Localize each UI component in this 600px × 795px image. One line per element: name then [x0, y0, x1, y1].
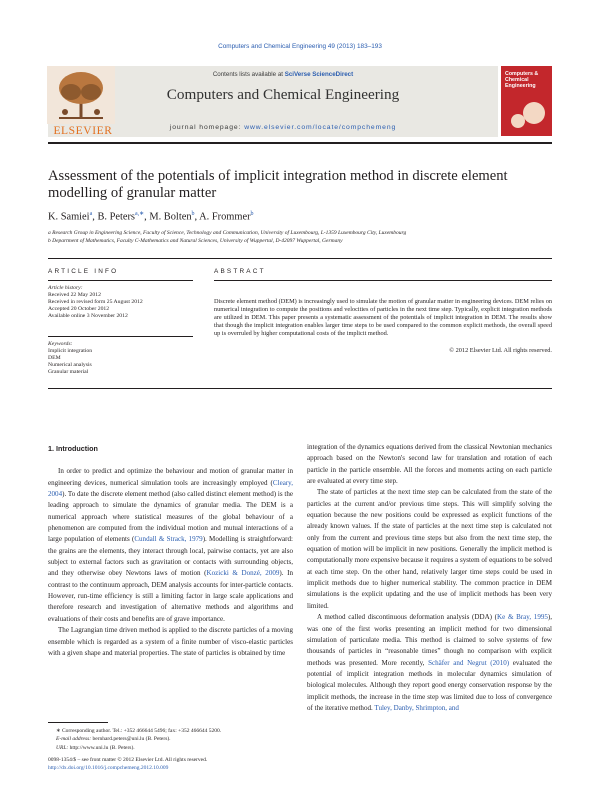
email-note: E-mail address: bernhard.peters@uni.lu (B. Peters).: [56, 736, 171, 743]
journal-cover-thumbnail[interactable]: [501, 66, 552, 136]
body-paragraph: integration of the dynamics equations derived from the classical Newtonian mechanics approach based on the Newton's second law for translation and rotation of each particle in the particle ensemble. All the forces and moments acting on each particle are evaluated at every time step.: [307, 443, 552, 486]
keywords-label: Keywords:: [48, 341, 73, 347]
email-link[interactable]: bernhard.peters@uni.lu: [92, 736, 145, 743]
author-affil-mark[interactable]: b: [191, 211, 195, 217]
abstract-text: Discrete element method (DEM) is increasingly used to simulate the motion of granular matter in engineering devices. DEM relies on numerical integration to compute the positions and velocities of particles in the next time step. Typically, explicit integration methods are utilized in DEM. This paper presents a systematic assessment of the potentials of implicit integration in DEM. The results show that though the implicit integration enables larger time steps to be used compared to the common explicit methods, the overall speed up is overruled by higher computational costs of the implicit method.: [214, 298, 552, 338]
keywords-block: [48, 341, 193, 376]
affiliation-b: b Department of Mathematics, Faculty C-Mathematics and Natural Sciences, University of Wuppertal, D-42097 Wuppertal, Germany: [48, 238, 343, 244]
citation-link[interactable]: Cleary, 2004: [48, 478, 293, 499]
cover-title: Computers & Chemical Engineering: [505, 71, 539, 89]
author-name[interactable]: A. Frommer: [199, 211, 251, 223]
keyword: Granular material: [48, 369, 89, 376]
footnote-rule: [48, 722, 108, 723]
section-heading: 1. Introduction: [48, 444, 98, 453]
body-paragraph: The state of particles at the next time step can be calculated from the state of the particles at the current and/or previous time steps. This will simplify solving the equation because the new positions could be expressed as explicit functions of the already known values. If the state of particles at the next time step is calculated not only from the current and previous time steps but also from the next time step, the equation of motion will be implicit in new positions. Generally the implicit method is computationally more expensive because it requires a system of equations to be solved at each time step. On the other hand, relatively larger time steps could be used in implicit methods due to higher numerical stability. The common practice in DEM simulations is the explicit updating and the use of implicit methods has been very limited.: [307, 488, 552, 610]
history-accepted: Accepted 20 October 2012: [48, 306, 110, 313]
affiliation-rule: [48, 258, 552, 259]
issn-line: 0098-1354/$ – see front matter © 2012 Elsevier Ltd. All rights reserved.: [48, 757, 208, 763]
contents-prefix: Contents lists available at: [212, 71, 285, 78]
abstract-rule: [214, 280, 552, 281]
body-paragraph: In order to predict and optimize the behaviour and motion of granular matter in engineering devices, numerical simulation tools are increasingly employed (Cleary, 2004). To date the discrete element method (also called distinct element method) is the leading approach to simulate the dynamics of granular media. The DEM is a numerical approach where statistical measures of the global behaviour of a phenomenon are computed from the individual motion and mutual interactions of a large population of elements (Cundall & Strack, 1979). Modelling is straightforward: the grains are the elements, they interact through local, pairwise contacts, yet are also subject to external factors such as gravitation or contacts with surrounding objects, and they otherwise obey Newtons laws of motion (Kozicki & Donzé, 2009). In contrast to the continuum approach, DEM analysis accounts for inter-particle contacts. However, run-time efficiency is still a limiting factor in large scale applications and therefore research and investigation of alternative methods and algorithms and evaluations of their costs and benefits are of grave importance.: [48, 467, 293, 623]
author-name[interactable]: M. Bolten: [149, 211, 192, 223]
citation-link[interactable]: Cundall & Strack, 1979: [134, 535, 203, 544]
body-paragraph: The Lagrangian time driven method is applied to the discrete particles of a moving ensemble which is regarded as a system of a finite number of visco-elastic particles with a given shape and material properties. The state of particles is obtained by time: [48, 626, 293, 657]
citation-link[interactable]: Tuley, Danby, Shrimpton, and: [374, 703, 459, 712]
history-label: Article history:: [48, 285, 83, 291]
keyword: DEM: [48, 355, 61, 362]
front-matter-rule: [48, 388, 552, 389]
article-title: Assessment of the potentials of implicit integration method in discrete element modelling of granular matter: [48, 168, 508, 201]
cover-graphic: [511, 114, 525, 128]
author-affil-mark[interactable]: a: [89, 211, 93, 217]
doi-line: [48, 765, 348, 771]
footnotes: [48, 727, 298, 752]
body-paragraph: A method called discontinuous deformation analysis (DDA) (Ke & Bray, 1995), was one of the first works presenting an implicit method for two dimensional simulation of particulate media. This method is claimed to solve systems of few thousands of particles in “reasonable times” though no comparison with explicit methods was presented. More recently, Schäfer and Negrut (2010) evaluated the potential of implicit integration methods in molecular dynamics simulation of biological molecules. Although they report good energy conservation response by the implicit methods, the increase in the time step was limited due to loss of convergence of the iterative method. Tuley, Danby, Shrimpton, and: [307, 613, 552, 712]
journal-reference[interactable]: Computers and Chemical Engineering 49 (2013) 183–193: [218, 43, 382, 50]
keywords-rule: [48, 336, 193, 337]
author-affil-mark[interactable]: b: [250, 211, 254, 217]
cover-graphic: [523, 102, 545, 124]
article-info-heading: ARTICLE INFO: [48, 268, 119, 275]
author-list: K. Samiei$^a$, B. Peters$^{a,∗}$, M. Bolten$^b$, A. Frommer$^b$: [48, 211, 254, 223]
citation-link[interactable]: Kozicki & Donzé, 2009: [206, 569, 280, 578]
homepage-link[interactable]: www.elsevier.com/locate/compchemeng: [244, 124, 397, 131]
abstract-heading: ABSTRACT: [214, 268, 266, 275]
keyword: Implicit integration: [48, 348, 93, 355]
history-revised: Received in revised form 25 August 2012: [48, 299, 143, 306]
header-rule: [48, 142, 552, 144]
author-name[interactable]: B. Peters: [97, 211, 135, 223]
history-online: Available online 3 November 2012: [48, 313, 128, 320]
sciverse-link[interactable]: SciVerse ScienceDirect: [284, 71, 354, 78]
elsevier-wordmark: ELSEVIER: [53, 125, 113, 137]
elsevier-tree-logo: [45, 64, 117, 134]
corresponding-author-note: ∗ Corresponding author. Tel.: +352 466644 5496; fax: +352 466644 5200.: [56, 728, 222, 734]
citation-link[interactable]: Schäfer and Negrut (2010): [428, 658, 510, 667]
doi-link[interactable]: http://dx.doi.org/10.1016/j.compchemeng.2012.10.009: [48, 765, 169, 771]
history-received: Received 22 May 2012: [48, 292, 101, 299]
url-note: URL: http://www.uni.lu (B. Peters).: [56, 744, 135, 751]
citation-link[interactable]: Ke & Bray, 1995: [497, 613, 548, 622]
journal-homepage-line: [118, 124, 448, 131]
url-link[interactable]: http://www.uni.lu: [69, 744, 109, 751]
journal-title: Computers and Chemical Engineering: [166, 86, 400, 103]
author-name[interactable]: K. Samiei: [48, 211, 90, 223]
article-history: [48, 285, 193, 320]
article-info-rule: [48, 280, 193, 281]
body-column-left: [48, 443, 293, 659]
author-affil-mark[interactable]: a,∗: [134, 211, 145, 217]
abstract-copyright: © 2012 Elsevier Ltd. All rights reserved.: [449, 347, 552, 354]
keyword: Numerical analysis: [48, 362, 92, 369]
contents-available-line: [118, 71, 448, 78]
homepage-prefix: journal homepage:: [169, 124, 245, 131]
body-column-right: [307, 442, 552, 714]
affiliation-a: a Research Group in Engineering Science, Faculty of Science, Technology and Communication, University of Luxembourg, L-1359 Luxembourg City, Luxembourg: [48, 230, 407, 236]
